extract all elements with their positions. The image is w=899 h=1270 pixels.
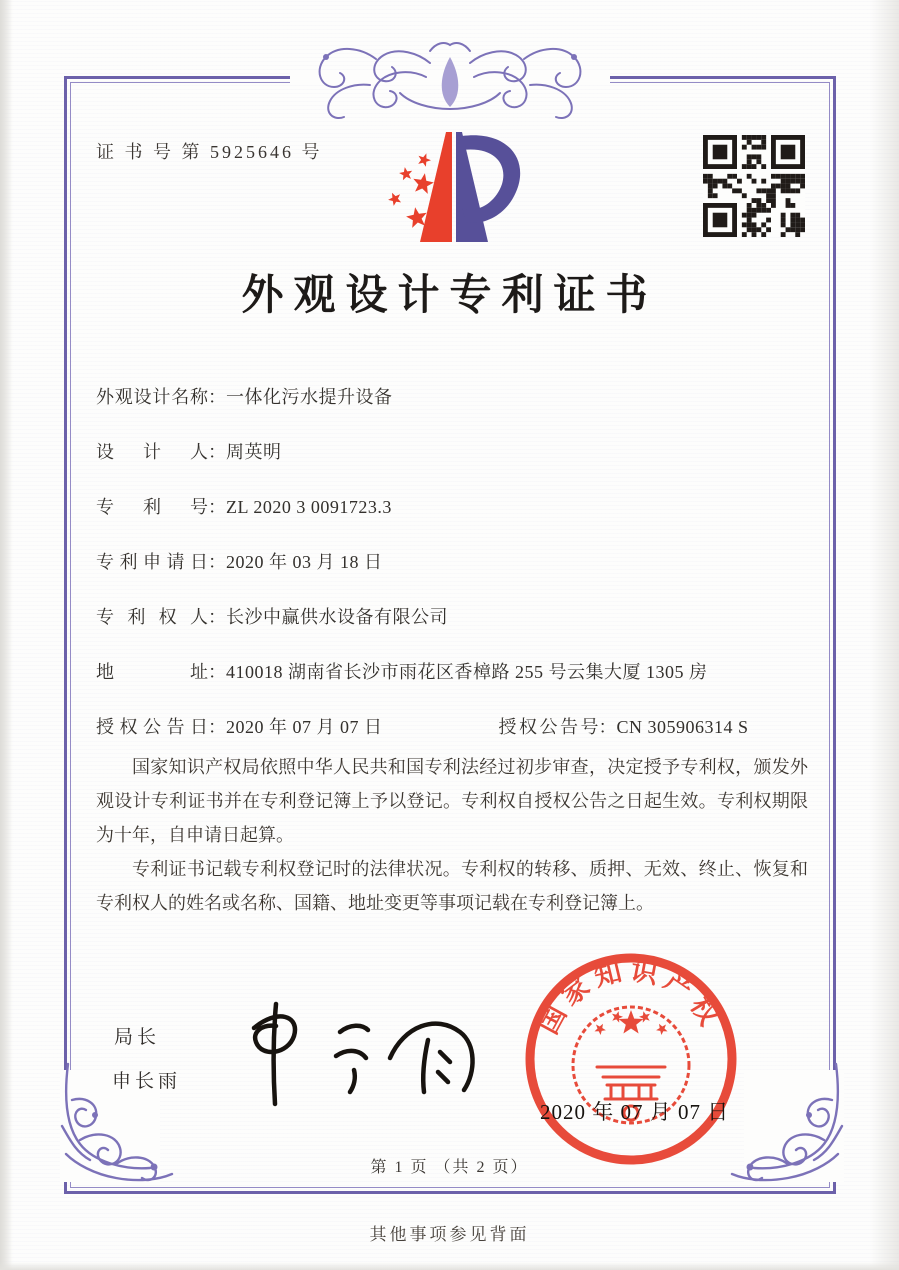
field-row-grant [96, 713, 806, 739]
field-label: 设计人 [96, 442, 208, 462]
field-value: 2020 年 07 月 07 日 [226, 717, 383, 737]
field-row-patentee [96, 603, 806, 629]
certificate-number-label: 证 书 号 第 [96, 142, 203, 162]
field-row-patent-number [96, 493, 806, 519]
field-row-design-name [96, 383, 806, 409]
field-colon: ： [208, 442, 226, 462]
cnipa-logo-icon [362, 126, 538, 250]
field-colon: ： [208, 497, 226, 517]
field-value: 一体化污水提升设备 [226, 387, 393, 407]
field-label: 专利权人 [96, 607, 208, 627]
legal-paragraph-1: 国家知识产权局依照中华人民共和国专利法经过初步审查，决定授予专利权，颁发外观设计专利证书并在专利登记簿上予以登记。专利权自授权公告之日起生效。专利权期限为十年，自申请日起算。 [96, 757, 808, 845]
page-number: 第 1 页 （共 2 页） [370, 1159, 529, 1176]
seal-date: 2020 年 07 月 07 日 [540, 1100, 730, 1124]
field-label: 授权公告号 [498, 717, 599, 737]
field-colon: ： [598, 717, 617, 737]
qr-code-icon [703, 135, 805, 237]
scan-edge [0, 0, 12, 1270]
top-border-ornament-icon [280, 33, 620, 125]
field-value: CN 305906314 S [616, 717, 749, 737]
certificate-number-value: 5925646 [210, 142, 294, 162]
certificate-title: 外观设计专利证书 [241, 273, 658, 319]
field-label: 专利申请日 [96, 552, 208, 572]
field-value: 410018 湖南省长沙市雨花区香樟路 255 号云集大厦 1305 房 [226, 662, 708, 682]
field-row-address [96, 658, 806, 684]
field-value: 2020 年 03 月 18 日 [226, 552, 383, 572]
field-value: 周英明 [226, 442, 282, 462]
legal-paragraph-2: 专利证书记载专利权登记时的法律状况。专利权的转移、质押、无效、终止、恢复和专利权人的姓名或名称、国籍、地址变更等事项记载在专利登记簿上。 [96, 859, 808, 913]
field-colon: ： [208, 717, 226, 737]
certificate-number [96, 138, 323, 164]
official-seal-icon [520, 948, 742, 1170]
certificate-number-unit: 号 [301, 142, 323, 162]
back-side-note: 其他事项参见背面 [369, 1225, 530, 1244]
field-value: ZL 2020 3 0091723.3 [226, 497, 392, 517]
field-colon: ： [208, 387, 226, 407]
seal-text: 国家知识产权局 [532, 955, 728, 1065]
field-row-filing-date [96, 548, 806, 574]
field-colon: ： [208, 607, 226, 627]
legal-text-block [96, 750, 808, 920]
field-label: 地址 [96, 662, 208, 682]
field-colon: ： [208, 662, 226, 682]
svg-text:国家知识产权局 [533, 955, 728, 1065]
field-colon: ： [208, 552, 226, 572]
director-signature-icon [232, 992, 482, 1110]
field-row-designer [96, 438, 806, 464]
field-value: 长沙中赢供水设备有限公司 [226, 607, 448, 627]
field-label: 专利号 [96, 497, 208, 517]
director-title: 局长 [114, 1027, 161, 1048]
director-name: 申长雨 [112, 1071, 182, 1092]
field-label: 授权公告日 [96, 717, 208, 737]
scan-edge [0, 1262, 899, 1270]
field-label: 外观设计名称 [96, 387, 208, 407]
